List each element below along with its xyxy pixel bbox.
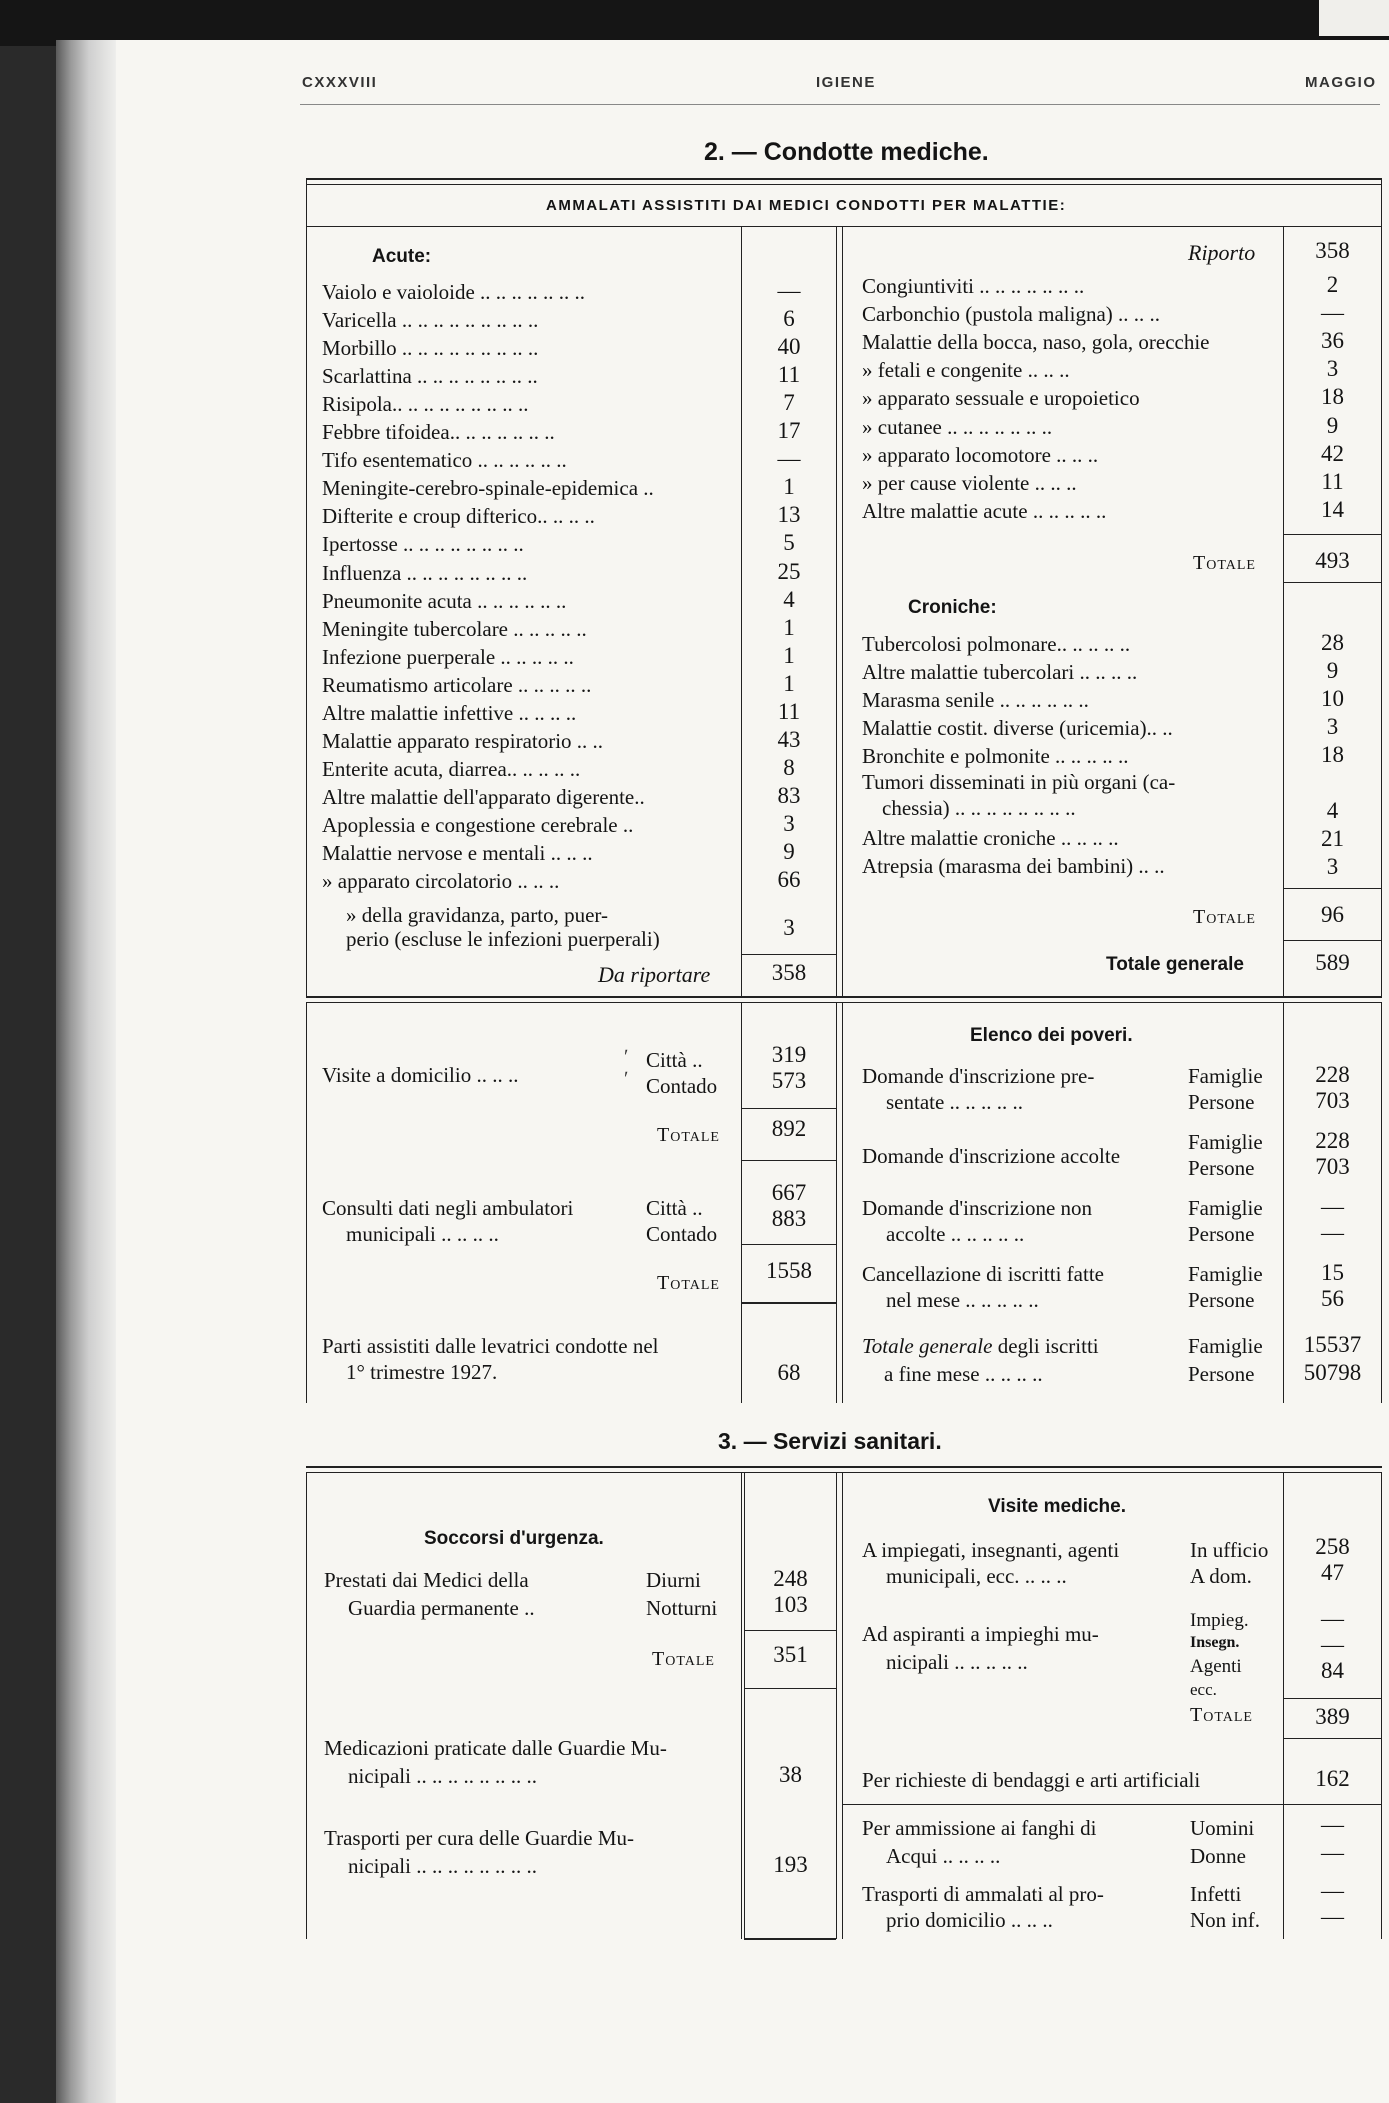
- col-line: [741, 1473, 742, 1939]
- visite-totale-value: 892: [771, 1116, 807, 1141]
- acute-right-row-value: 42: [1321, 441, 1344, 466]
- col-line: [1381, 1473, 1382, 1939]
- acute-row-value: 1: [783, 615, 795, 640]
- acute-row-value: 11: [777, 362, 801, 387]
- col-line: [1381, 226, 1382, 996]
- atrepsia-label: Atrepsia (marasma dei bambini) .. ..: [862, 854, 1165, 878]
- subtotal-rule: [1283, 582, 1381, 583]
- infetti-value: —: [1321, 1878, 1344, 1903]
- consulti-totale-value: 1558: [766, 1258, 812, 1283]
- non-inf-label: Non inf.: [1190, 1908, 1260, 1932]
- col-line: [836, 226, 837, 996]
- visite-contado-value: 573: [771, 1068, 807, 1093]
- poveri-fam-value: —: [1321, 1194, 1344, 1219]
- acute-right-row-value: 3: [1326, 356, 1339, 381]
- running-month: MAGGIO: [1305, 74, 1377, 91]
- poveri-heading: Elenco dei poveri.: [970, 1025, 1133, 1046]
- poveri-fam-label: Famiglie: [1188, 1064, 1263, 1088]
- diurni-value: 248: [773, 1566, 808, 1591]
- acute-right-row-value: 2: [1326, 272, 1339, 297]
- croniche-row-label: Malattie costit. diverse (uricemia).. ..: [862, 716, 1173, 740]
- col-line: [306, 226, 307, 996]
- acute-right-row-value: 9: [1326, 413, 1339, 438]
- insegn-value: —: [1321, 1632, 1344, 1657]
- acute-right-row-value: 14: [1321, 497, 1344, 522]
- fanghi-line2: Acqui .. .. .. ..: [886, 1844, 1001, 1868]
- donne-label: Donne: [1190, 1844, 1246, 1868]
- subtotal-rule: [1283, 534, 1381, 535]
- notturni-value: 103: [773, 1592, 808, 1617]
- visite-contado-label: Contado: [646, 1074, 718, 1098]
- impiegati-line2: municipali, ecc. .. .. ..: [886, 1564, 1067, 1588]
- acute-row-value: 7: [783, 390, 795, 415]
- bendaggi-value: 162: [1315, 1766, 1350, 1791]
- acute-row-label: » apparato circolatorio .. .. ..: [322, 869, 560, 893]
- uomini-label: Uomini: [1190, 1816, 1255, 1840]
- consulti-line1: Consulti dati negli ambulatori: [322, 1196, 574, 1220]
- poveri-fam-value: 228: [1315, 1128, 1350, 1153]
- croniche-heading: Croniche:: [908, 597, 997, 618]
- poveri-pers-value: —: [1321, 1220, 1344, 1245]
- riporto-value: 358: [1315, 238, 1350, 263]
- book-spine-shadow: [56, 40, 116, 2103]
- poveri-row-line2: nel mese .. .. .. .. ..: [886, 1288, 1039, 1312]
- impieg-value: —: [1321, 1606, 1344, 1631]
- parti-line2: 1° trimestre 1927.: [346, 1360, 498, 1384]
- acute-row-value: 66: [777, 867, 801, 892]
- soccorsi-heading: Soccorsi d'urgenza.: [424, 1528, 604, 1549]
- acute-right-row-value: 36: [1321, 328, 1344, 353]
- tot-iscritti-line1: [862, 1334, 1099, 1359]
- poveri-pers-label: Persone: [1188, 1288, 1255, 1312]
- acute-row-label: Difterite e croup difterico.. .. .. ..: [322, 504, 595, 528]
- poveri-pers-label: Persone: [1188, 1090, 1255, 1114]
- croniche-row-label: Tubercolosi polmonare.. .. .. .. ..: [862, 632, 1131, 656]
- acute-right-row-label: Congiuntiviti .. .. .. .. .. .. ..: [862, 274, 1085, 298]
- acute-row-value: 4: [783, 587, 795, 612]
- acute-row-label: Varicella .. .. .. .. .. .. .. .. ..: [322, 308, 539, 332]
- subtotal-rule: [744, 1688, 836, 1689]
- acute-right-row-label: » fetali e congenite .. .. ..: [862, 358, 1070, 382]
- da-riportare-value: 358: [771, 960, 807, 985]
- row-rule: [842, 1804, 1381, 1805]
- acute-row-label: Influenza .. .. .. .. .. .. .. ..: [322, 561, 528, 585]
- scan-corner: [1319, 0, 1389, 36]
- subtotal-rule: [741, 1302, 836, 1304]
- consulti-line2: municipali .. .. .. ..: [346, 1222, 499, 1246]
- acute-row-label: Malattie nervose e mentali .. .. ..: [322, 841, 593, 865]
- table-top-rule: [306, 178, 1382, 180]
- acute-row-value: 83: [777, 783, 801, 808]
- col-line: [306, 1473, 307, 1939]
- acute-row-label: Altre malattie dell'apparato digerente..: [322, 785, 645, 809]
- visite-citta-value: 319: [771, 1042, 807, 1067]
- a-dom-value: 47: [1321, 1560, 1344, 1585]
- a-dom-label: A dom.: [1190, 1564, 1252, 1588]
- acute-right-row-label: » per cause violente .. .. ..: [862, 471, 1077, 495]
- acute-row-label: Infezione puerperale .. .. .. .. ..: [322, 645, 574, 669]
- croniche-row-value: 10: [1321, 686, 1344, 711]
- totale-acute-label: Totale: [1193, 552, 1256, 574]
- poveri-pers-label: Persone: [1188, 1156, 1255, 1180]
- impiegati-line1: A impiegati, insegnanti, agenti: [862, 1538, 1120, 1562]
- col-line: [306, 1003, 307, 1403]
- poveri-fam-label: Famiglie: [1188, 1196, 1263, 1220]
- uomini-value: —: [1321, 1812, 1344, 1837]
- acute-row-value: 1: [783, 474, 795, 499]
- visite-totale-label: Totale: [657, 1124, 720, 1146]
- acute-row-value: 9: [783, 839, 795, 864]
- tumori-value: 4: [1326, 798, 1339, 823]
- acute-row-value: 25: [777, 559, 801, 584]
- in-ufficio-label: In ufficio: [1190, 1538, 1269, 1562]
- acute-row-value: 8: [783, 755, 795, 780]
- col-line: [836, 1473, 837, 1939]
- atrepsia-value: 3: [1326, 854, 1339, 879]
- croniche-row-label: Marasma senile .. .. .. .. .. ..: [862, 688, 1089, 712]
- poveri-pers-value: 703: [1315, 1154, 1350, 1179]
- tot-iscritti-line2: a fine mese .. .. .. ..: [884, 1362, 1043, 1386]
- subtotal-rule: [1283, 1698, 1381, 1699]
- infetti-label: Infetti: [1190, 1882, 1242, 1906]
- acute-row-label: Risipola.. .. .. .. .. .. .. .. ..: [322, 392, 529, 416]
- acute-row-label: Malattie apparato respiratorio .. ..: [322, 729, 604, 753]
- poveri-pers-label: Persone: [1188, 1222, 1255, 1246]
- agenti-value: 84: [1321, 1658, 1344, 1683]
- banner-left: [306, 178, 307, 226]
- totale-croniche-label: Totale: [1193, 906, 1256, 928]
- visite-mediche-heading: Visite mediche.: [988, 1496, 1126, 1517]
- totale-generale-label: Totale generale: [1106, 954, 1244, 975]
- acute-row-value: 3: [783, 811, 795, 836]
- consulti-citta-label: Città ..: [646, 1196, 703, 1220]
- consulti-citta-value: 667: [771, 1180, 807, 1205]
- trasporti-ammalati-line2: prio domicilio .. .. ..: [886, 1908, 1053, 1932]
- acute-row-value: 43: [777, 727, 801, 752]
- subtotal-rule: [744, 1630, 836, 1631]
- acute-right-row-value: 18: [1321, 384, 1344, 409]
- poveri-row-line1: Domande d'inscrizione accolte: [862, 1144, 1121, 1168]
- parti-line1: Parti assistiti dalle levatrici condotte nel: [322, 1334, 659, 1358]
- soccorsi-totale-label: Totale: [652, 1648, 715, 1670]
- croniche-row-value: 28: [1321, 630, 1344, 655]
- acute-right-row-label: » apparato sessuale e uropoietico: [862, 386, 1140, 410]
- bottom-rule: [744, 1938, 836, 1940]
- gravidanza-value: 3: [783, 915, 795, 940]
- brace: ʹ ʹ: [624, 1046, 629, 1090]
- visite-citta-label: Città ..: [646, 1048, 703, 1072]
- subtotal-rule: [1283, 1738, 1381, 1739]
- acute-row-value: 40: [777, 334, 801, 359]
- altre-croniche-value: 21: [1321, 826, 1344, 851]
- croniche-row-value: 9: [1326, 658, 1339, 683]
- subtotal-rule: [1283, 888, 1381, 889]
- acute-row-label: Apoplessia e congestione cerebrale ..: [322, 813, 634, 837]
- poveri-fam-label: Famiglie: [1188, 1130, 1263, 1154]
- parti-value: 68: [777, 1360, 801, 1385]
- croniche-row-value: 18: [1321, 742, 1344, 767]
- aspiranti-line1: Ad aspiranti a impieghi mu-: [862, 1622, 1099, 1646]
- medicazioni-value: 38: [779, 1762, 802, 1787]
- riporto-label: Riporto: [1188, 240, 1256, 265]
- poveri-row-line2: accolte .. .. .. .. ..: [886, 1222, 1025, 1246]
- poveri-row-line1: Domande d'inscrizione pre-: [862, 1064, 1095, 1088]
- acute-row-label: Tifo esentematico .. .. .. .. .. ..: [322, 448, 567, 472]
- tot-iscritti-italic: Totale generale: [862, 1334, 993, 1358]
- acute-row-value: 11: [777, 699, 801, 724]
- poveri-row-line2: sentate .. .. .. .. ..: [886, 1090, 1024, 1114]
- agenti-label: Agenti: [1190, 1656, 1242, 1677]
- visite-mediche-totale-label: Totale: [1190, 1704, 1253, 1726]
- col-line: [842, 1473, 843, 1939]
- subtotal-rule: [741, 1108, 836, 1109]
- altre-croniche-label: Altre malattie croniche .. .. .. ..: [862, 826, 1119, 850]
- acute-row-label: Morbillo .. .. .. .. .. .. .. .. ..: [322, 336, 539, 360]
- in-ufficio-value: 258: [1315, 1534, 1350, 1559]
- acute-right-row-value: —: [1321, 300, 1344, 325]
- insegn-label: Insegn.: [1190, 1634, 1240, 1651]
- soccorsi-totale-value: 351: [773, 1642, 808, 1667]
- table-top-rule: [306, 1466, 1382, 1468]
- gravidanza-line1: » della gravidanza, parto, puer-: [346, 903, 608, 927]
- trasporti-value: 193: [773, 1852, 808, 1877]
- acute-right-row-label: Malattie della bocca, naso, gola, orecchie: [862, 330, 1210, 354]
- acute-row-label: Scarlattina .. .. .. .. .. .. .. ..: [322, 364, 538, 388]
- totale-croniche-value: 96: [1321, 902, 1344, 927]
- poveri-row-line1: Cancellazione di iscritti fatte: [862, 1262, 1104, 1286]
- poveri-pers-value: 56: [1321, 1286, 1344, 1311]
- trasporti-line1: Trasporti per cura delle Guardie Mu-: [324, 1826, 635, 1850]
- tot-iscritti-pers-value: 50798: [1303, 1360, 1362, 1385]
- trasporti-ammalati-line1: Trasporti di ammalati al pro-: [862, 1882, 1104, 1906]
- poveri-fam-value: 228: [1315, 1062, 1350, 1087]
- consulti-contado-label: Contado: [646, 1222, 718, 1246]
- tot-iscritti-rest: degli iscritti: [997, 1334, 1099, 1358]
- subtotal-rule: [1283, 940, 1381, 941]
- acute-row-label: Altre malattie infettive .. .. .. ..: [322, 701, 577, 725]
- trasporti-line2: nicipali .. .. .. .. .. .. .. ..: [348, 1854, 537, 1878]
- fanghi-line1: Per ammissione ai fanghi di: [862, 1816, 1097, 1840]
- section-divider: [306, 996, 1382, 998]
- notturni-label: Notturni: [646, 1596, 718, 1620]
- bendaggi-label: Per richieste di bendaggi e arti artificiali: [862, 1768, 1201, 1792]
- table-banner: AMMALATI ASSISTITI DAI MEDICI CONDOTTI PER MALATTIE:: [546, 197, 1067, 214]
- tot-iscritti-fam-label: Famiglie: [1188, 1334, 1263, 1358]
- diurni-label: Diurni: [646, 1568, 701, 1592]
- col-line: [842, 1003, 843, 1403]
- acute-row-label: Meningite tubercolare .. .. .. .. ..: [322, 617, 587, 641]
- croniche-row-label: Altre malattie tubercolari .. .. .. ..: [862, 660, 1138, 684]
- header-rule: [300, 104, 1380, 105]
- da-riportare-label: Da riportare: [598, 962, 711, 987]
- acute-row-label: Reumatismo articolare .. .. .. .. ..: [322, 673, 592, 697]
- banner-rule: [306, 226, 1382, 227]
- poveri-pers-value: 703: [1315, 1088, 1350, 1113]
- medicazioni-line2: nicipali .. .. .. .. .. .. .. ..: [348, 1764, 537, 1788]
- subtotal-rule: [741, 1160, 836, 1161]
- tot-iscritti-fam-value: 15537: [1303, 1332, 1362, 1357]
- poveri-fam-value: 15: [1321, 1260, 1344, 1285]
- banner-right: [1381, 178, 1382, 226]
- acute-row-label: Enterite acuta, diarrea.. .. .. .. ..: [322, 757, 581, 781]
- acute-row-value: 6: [783, 306, 795, 331]
- page-number: CXXXVIII: [302, 74, 378, 91]
- col-line: [1381, 1003, 1382, 1403]
- acute-right-row-label: Carbonchio (pustola maligna) .. .. ..: [862, 302, 1161, 326]
- acute-row-value: 5: [783, 530, 795, 555]
- non-inf-value: —: [1321, 1904, 1344, 1929]
- subtotal-rule: [741, 1244, 836, 1245]
- gravidanza-line2: perio (escluse le infezioni puerperali): [346, 927, 660, 951]
- acute-row-label: Febbre tifoidea.. .. .. .. .. .. ..: [322, 420, 555, 444]
- acute-row-label: Ipertosse .. .. .. .. .. .. .. ..: [322, 532, 524, 556]
- croniche-row-label: Bronchite e polmonite .. .. .. .. ..: [862, 744, 1129, 768]
- totale-generale-value: 589: [1315, 950, 1350, 975]
- col-line: [836, 1003, 837, 1403]
- consulti-totale-label: Totale: [657, 1272, 720, 1294]
- acute-right-row-label: » cutanee .. .. .. .. .. .. ..: [862, 415, 1053, 439]
- tumori-line2: chessia) .. .. .. .. .. .. .. ..: [882, 796, 1076, 820]
- acute-row-value: 13: [777, 502, 801, 527]
- prestati-line1: Prestati dai Medici della: [324, 1568, 529, 1592]
- acute-row-value: —: [777, 278, 801, 303]
- acute-right-row-value: 11: [1321, 469, 1344, 494]
- acute-row-value: 17: [777, 418, 801, 443]
- donne-value: —: [1321, 1840, 1344, 1865]
- ecc-label: ecc.: [1190, 1680, 1217, 1699]
- table-top-rule-2: [306, 184, 1382, 185]
- acute-row-value: 1: [783, 671, 795, 696]
- section-2-title: 2. — Condotte mediche.: [704, 138, 989, 166]
- acute-row-value: 1: [783, 643, 795, 668]
- acute-row-value: —: [777, 446, 801, 471]
- table-top-rule-2: [306, 1472, 1382, 1473]
- running-head: IGIENE: [816, 74, 876, 91]
- tot-iscritti-pers-label: Persone: [1188, 1362, 1255, 1386]
- consulti-contado-value: 883: [771, 1206, 807, 1231]
- acute-row-label: Meningite-cerebro-spinale-epidemica ..: [322, 476, 654, 500]
- visite-domicilio-label: Visite a domicilio .. .. ..: [322, 1063, 519, 1087]
- acute-row-label: Pneumonite acuta .. .. .. .. .. ..: [322, 589, 567, 613]
- tumori-line1: Tumori disseminati in più organi (ca-: [862, 770, 1176, 794]
- section-3-title: 3. — Servizi sanitari.: [718, 1428, 942, 1454]
- totale-acute-value: 493: [1315, 548, 1350, 573]
- acute-row-label: Vaiolo e vaioloide .. .. .. .. .. .. ..: [322, 280, 586, 304]
- col-line: [842, 226, 843, 996]
- section-divider-2: [306, 1002, 1382, 1003]
- poveri-row-line1: Domande d'inscrizione non: [862, 1196, 1093, 1220]
- visite-mediche-totale-value: 389: [1315, 1704, 1350, 1729]
- acute-heading: Acute:: [372, 246, 432, 267]
- subtotal-rule: [741, 954, 836, 955]
- poveri-fam-label: Famiglie: [1188, 1262, 1263, 1286]
- acute-right-row-label: Altre malattie acute .. .. .. .. ..: [862, 499, 1107, 523]
- prestati-line2: Guardia permanente ..: [348, 1596, 535, 1620]
- impieg-label: Impieg.: [1190, 1610, 1249, 1631]
- aspiranti-line2: nicipali .. .. .. .. ..: [886, 1650, 1028, 1674]
- croniche-row-value: 3: [1326, 714, 1339, 739]
- acute-right-row-label: » apparato locomotore .. .. ..: [862, 443, 1099, 467]
- medicazioni-line1: Medicazioni praticate dalle Guardie Mu-: [324, 1736, 667, 1760]
